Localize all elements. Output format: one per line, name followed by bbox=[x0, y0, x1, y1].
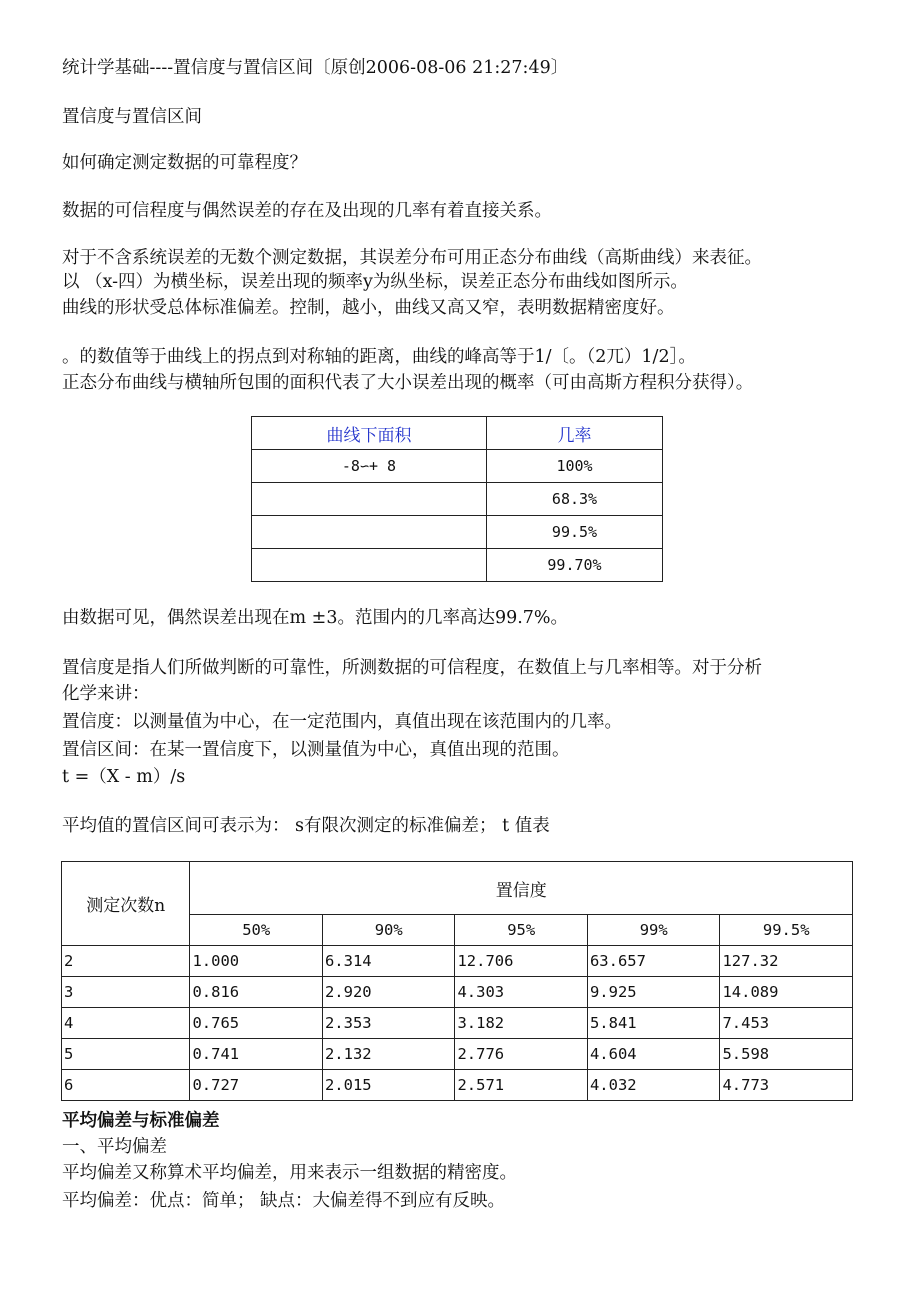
table2-level: 99.5% bbox=[720, 915, 853, 946]
table2-cell: 2.571 bbox=[455, 1070, 588, 1101]
table1-cell bbox=[252, 549, 487, 582]
paragraph-2c: 曲线的形状受总体标准偏差。控制，越小，曲线又高又窄，表明数据精密度好。 bbox=[62, 298, 675, 318]
table2-cell: 0.741 bbox=[190, 1039, 323, 1070]
table2-cell: 2 bbox=[62, 946, 190, 977]
paragraph-2b: 以 （x-四）为横坐标，误差出现的频率y为纵坐标，误差正态分布曲线如图所示。 bbox=[62, 272, 688, 292]
table2-group-header: 置信度 bbox=[190, 862, 853, 915]
table2-cell: 63.657 bbox=[587, 946, 720, 977]
table2-cell: 2.353 bbox=[322, 1008, 455, 1039]
table2-cell: 4.773 bbox=[720, 1070, 853, 1101]
formula: t =（X - m）/s bbox=[62, 767, 186, 787]
table2-cell: 0.727 bbox=[190, 1070, 323, 1101]
doc-title: 统计学基础----置信度与置信区间〔原创2006-08-06 21:27:49〕 bbox=[62, 58, 569, 78]
paragraph-5c: 置信度：以测量值为中心，在一定范围内，真值出现在该范围内的几率。 bbox=[62, 712, 622, 732]
table2-cell: 5.841 bbox=[587, 1008, 720, 1039]
table1-cell: -8∽+ 8 bbox=[252, 450, 487, 483]
t-value-table bbox=[61, 861, 853, 1101]
table-row bbox=[62, 1070, 853, 1101]
table2-cell: 0.765 bbox=[190, 1008, 323, 1039]
table2-level: 95% bbox=[455, 915, 588, 946]
paragraph-5a: 置信度是指人们所做判断的可靠性，所测数据的可信程度，在数值上与几率相等。对于分析 bbox=[62, 658, 762, 678]
table2-cell: 1.000 bbox=[190, 946, 323, 977]
probability-table bbox=[251, 416, 663, 582]
table1-header-area: 曲线下面积 bbox=[252, 417, 487, 450]
table2-cell: 14.089 bbox=[720, 977, 853, 1008]
table2-cell: 6 bbox=[62, 1070, 190, 1101]
table1-cell: 99.5% bbox=[487, 516, 663, 549]
paragraph-2a: 对于不含系统误差的无数个测定数据，其误差分布可用正态分布曲线（高斯曲线）来表征。 bbox=[62, 248, 762, 268]
table1-cell bbox=[252, 516, 487, 549]
table2-cell: 5 bbox=[62, 1039, 190, 1070]
table2-cell: 3 bbox=[62, 977, 190, 1008]
table-row bbox=[62, 977, 853, 1008]
paragraph-8: 平均偏差：优点：简单； 缺点：大偏差得不到应有反映。 bbox=[62, 1191, 506, 1211]
paragraph-6: 平均值的置信区间可表示为： s有限次测定的标准偏差； t 值表 bbox=[62, 816, 550, 836]
section-title: 置信度与置信区间 bbox=[62, 107, 202, 127]
table2-cell: 4.303 bbox=[455, 977, 588, 1008]
table2-cell: 4 bbox=[62, 1008, 190, 1039]
table2-row-header: 测定次数n bbox=[62, 862, 190, 946]
paragraph-4: 由数据可见，偶然误差出现在m ±3。范围内的几率高达99.7%。 bbox=[62, 608, 569, 628]
paragraph-5d: 置信区间：在某一置信度下，以测量值为中心，真值出现的范围。 bbox=[62, 740, 570, 760]
paragraph-5b: 化学来讲： bbox=[62, 684, 150, 704]
table2-cell: 7.453 bbox=[720, 1008, 853, 1039]
table2-cell: 12.706 bbox=[455, 946, 588, 977]
table1-cell bbox=[252, 483, 487, 516]
paragraph-3a: 。的数值等于曲线上的拐点到对称轴的距离，曲线的峰高等于1/〔。（2兀）1/2］。 bbox=[62, 347, 696, 367]
table1-cell: 99.70% bbox=[487, 549, 663, 582]
table2-level: 90% bbox=[322, 915, 455, 946]
table-row bbox=[62, 946, 853, 977]
table2-cell: 2.015 bbox=[322, 1070, 455, 1101]
table2-cell: 3.182 bbox=[455, 1008, 588, 1039]
question: 如何确定测定数据的可靠程度？ bbox=[62, 153, 307, 173]
table2-cell: 2.920 bbox=[322, 977, 455, 1008]
table2-cell: 2.776 bbox=[455, 1039, 588, 1070]
table2-level: 99% bbox=[587, 915, 720, 946]
heading-deviation: 平均偏差与标准偏差 bbox=[62, 1111, 220, 1131]
table1-cell: 100% bbox=[487, 450, 663, 483]
table2-cell: 5.598 bbox=[720, 1039, 853, 1070]
table-row bbox=[62, 1008, 853, 1039]
paragraph-1: 数据的可信程度与偶然误差的存在及出现的几率有着直接关系。 bbox=[62, 201, 552, 221]
table2-cell: 2.132 bbox=[322, 1039, 455, 1070]
table2-cell: 4.032 bbox=[587, 1070, 720, 1101]
table2-cell: 6.314 bbox=[322, 946, 455, 977]
paragraph-7: 平均偏差又称算术平均偏差，用来表示一组数据的精密度。 bbox=[62, 1163, 517, 1183]
table2-cell: 4.604 bbox=[587, 1039, 720, 1070]
table2-level: 50% bbox=[190, 915, 323, 946]
paragraph-3b: 正态分布曲线与横轴所包围的面积代表了大小误差出现的概率（可由高斯方程积分获得）。 bbox=[62, 373, 754, 393]
table2-cell: 127.32 bbox=[720, 946, 853, 977]
table1-cell: 68.3% bbox=[487, 483, 663, 516]
table2-cell: 9.925 bbox=[587, 977, 720, 1008]
table2-cell: 0.816 bbox=[190, 977, 323, 1008]
table-row bbox=[62, 1039, 853, 1070]
subheading-avg-deviation: 一、平均偏差 bbox=[62, 1137, 167, 1157]
table1-header-prob: 几率 bbox=[487, 417, 663, 450]
